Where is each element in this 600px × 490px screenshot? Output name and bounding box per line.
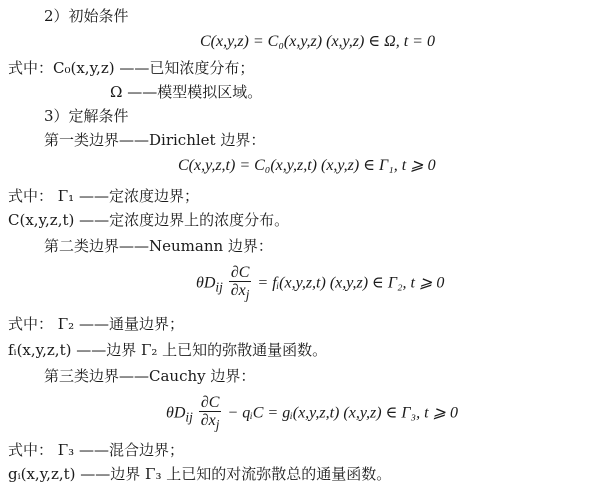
section-3-heading: 3）定解条件 <box>44 107 129 125</box>
where-line: 式中：C₀(x,y,z) ——已知浓度分布； <box>8 59 255 77</box>
denominator-term: ∂x <box>230 282 246 299</box>
eq-subscript: j <box>215 417 220 433</box>
fraction-numerator: ∂C <box>230 264 250 281</box>
eq-subscript: ij <box>215 279 223 295</box>
where-line: 式中： Γ₂ ——通量边界； <box>8 315 184 333</box>
cauchy-equation <box>166 394 458 433</box>
eq-term: − qᵢC = gᵢ(x,y,z,t) (x,y,z) ∈ Γ₃, t ⩾ 0 <box>227 404 458 422</box>
where-line: fᵢ(x,y,z,t) ——边界 Γ₂ 上已知的弥散通量函数。 <box>8 341 328 359</box>
eq-term: θD <box>196 274 216 292</box>
eq-term: θD <box>166 404 186 422</box>
where-line: 式中： Γ₁ ——定浓度边界； <box>8 187 199 205</box>
eq-subscript: ij <box>185 409 193 425</box>
fraction-denominator <box>199 412 222 433</box>
boundary-3-title: 第三类边界——Cauchy 边界： <box>44 367 256 385</box>
eq-subscript: j <box>245 287 250 303</box>
eq-term: = fᵢ(x,y,z,t) (x,y,z) ∈ Γ₂, t ⩾ 0 <box>257 274 445 292</box>
where-line: C(x,y,z,t) ——定浓度边界上的浓度分布。 <box>8 211 290 229</box>
fraction-numerator: ∂C <box>200 394 220 411</box>
dirichlet-equation: C(x,y,z,t) = C₀(x,y,z,t) (x,y,z) ∈ Γ₁, t ⩾ 0 <box>178 157 436 174</box>
initial-condition-equation: C(x,y,z) = C₀(x,y,z) (x,y,z) ∈ Ω, t = 0 <box>200 33 435 50</box>
partial-fraction <box>229 264 252 303</box>
neumann-equation <box>196 264 444 303</box>
partial-fraction <box>199 394 222 433</box>
denominator-term: ∂x <box>200 412 216 429</box>
where-line: gᵢ(x,y,z,t) ——边界 Γ₃ 上已知的对流弥散总的通量函数。 <box>8 465 392 483</box>
where-line: Ω ——模型模拟区域。 <box>110 83 263 101</box>
boundary-1-title: 第一类边界——Dirichlet 边界： <box>44 131 266 149</box>
where-line: 式中： Γ₃ ——混合边界； <box>8 441 184 459</box>
boundary-2-title: 第二类边界——Neumann 边界： <box>44 237 273 255</box>
fraction-denominator <box>229 282 252 303</box>
section-2-heading: 2）初始条件 <box>44 7 129 25</box>
